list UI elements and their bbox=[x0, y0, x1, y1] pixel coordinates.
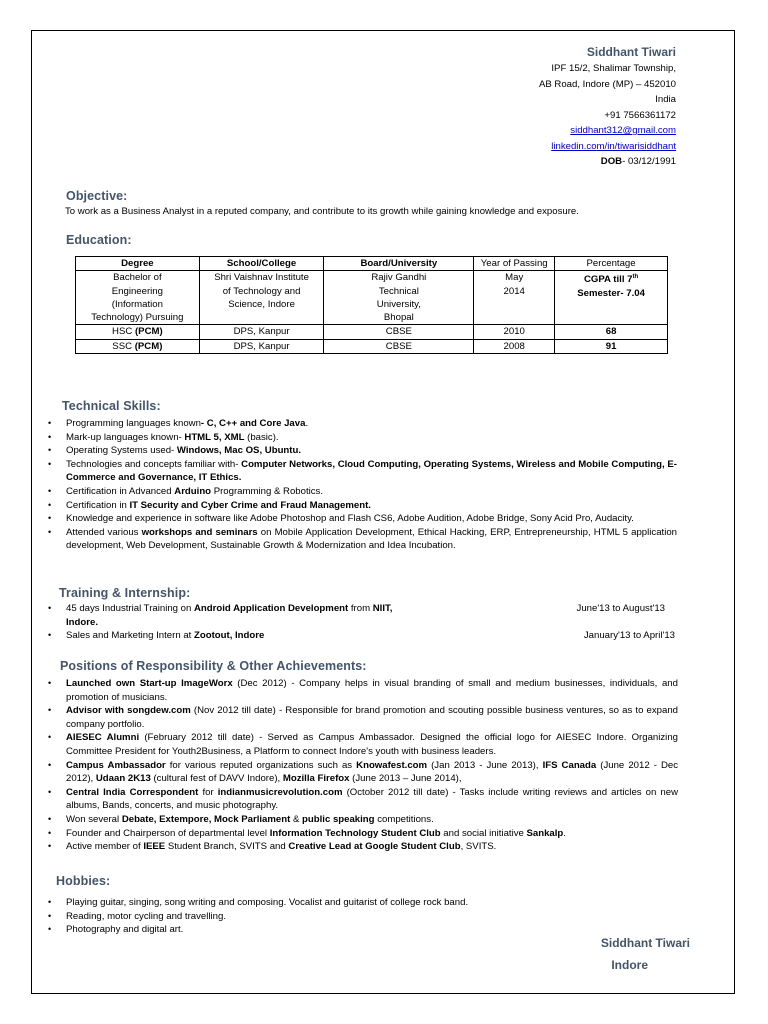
list-item: • AIESEC Alumni (February 2012 till date) - Served as Campus Ambassador. Designed the official logo for AIESEC Indore. Organizing Committee President for Youth2Business, a Platform to connect Indore's youth with business leaders. bbox=[32, 731, 678, 758]
training-heading: Training & Internship: bbox=[59, 586, 191, 600]
linkedin-link[interactable]: linkedin.com/in/tiwarisiddhant bbox=[551, 140, 676, 152]
training-date: January'13 to April'13 bbox=[583, 630, 675, 641]
table-cell: CBSE bbox=[324, 325, 474, 339]
list-item: • Central India Correspondent for indianmusicrevolution.com (October 2012 till date) - Tasks include writing reviews and articles on new albums, Bands, concerts, and music photography. bbox=[32, 786, 678, 813]
list-item: • Advisor with songdew.com (Nov 2012 till date) - Responsible for brand promotion and scouting possible business ventures, so as to expand company portfolio. bbox=[32, 704, 678, 731]
list-item: • Founder and Chairperson of departmental level Information Technology Student Club and social initiative Sankalp. bbox=[32, 827, 678, 841]
table-header: School/College bbox=[199, 257, 324, 271]
address-line-2: AB Road, Indore (MP) – 452010 bbox=[538, 78, 676, 90]
objective-text: To work as a Business Analyst in a reputed company, and contribute to its growth while gaining knowledge and exposure. bbox=[65, 206, 579, 217]
signature-name: Siddhant Tiwari bbox=[600, 936, 690, 950]
address-line-1: IPF 15/2, Shalimar Township, bbox=[551, 63, 676, 74]
list-item: • Campus Ambassador for various reputed organizations such as Knowafest.com (Jan 2013 - June 2013), IFS Canada (June 2012 - Dec 2012), Udaan 2K13 (cultural fest of DAVV Indore), Mozilla Firefox (June 2013 – June 2014), bbox=[32, 759, 678, 786]
positions-list bbox=[32, 677, 678, 854]
table-row bbox=[76, 339, 668, 353]
table-header: Year of Passing bbox=[474, 257, 555, 271]
dob-value: - 03/12/1991 bbox=[622, 156, 676, 167]
table-header: Degree bbox=[76, 257, 200, 271]
cgpa-text: CGPA till 7th Semester- 7.04 bbox=[577, 274, 645, 299]
table-cell: CBSE bbox=[324, 339, 474, 353]
signature-place: Indore bbox=[611, 958, 648, 972]
table-cell: 2008 bbox=[474, 339, 555, 353]
education-table bbox=[75, 256, 668, 354]
table-cell: 91 bbox=[555, 339, 668, 353]
table-cell: SSC (PCM) bbox=[76, 339, 200, 353]
skills-heading: Technical Skills: bbox=[62, 399, 161, 413]
skills-list bbox=[32, 417, 677, 553]
table-cell: May 2014 bbox=[474, 271, 555, 325]
table-cell bbox=[555, 271, 668, 325]
list-item: • Active member of IEEE Student Branch, SVITS and Creative Lead at Google Student Club, SVITS. bbox=[32, 840, 678, 854]
country: India bbox=[655, 94, 676, 105]
table-header: Board/University bbox=[324, 257, 474, 271]
dob bbox=[376, 154, 676, 170]
list-item: • Photography and digital art. bbox=[32, 923, 677, 937]
table-row bbox=[76, 271, 668, 325]
list-item: • Attended various workshops and seminars on Mobile Application Development, Ethical Hacking, ERP, Entrepreneurship, HTML 5 application development, Web Development, Sustainable Growth & Modernization and Idea Incubation. bbox=[32, 526, 677, 553]
table-cell: DPS, Kanpur bbox=[199, 325, 324, 339]
list-item: • Sales and Marketing Intern at Zootout, Indore January'13 to April'13 bbox=[32, 629, 677, 643]
objective-heading: Objective: bbox=[66, 189, 128, 203]
training-date: June'13 to August'13 bbox=[576, 603, 665, 614]
list-item: • Mark-up languages known- HTML 5, XML (basic). bbox=[32, 431, 677, 445]
positions-heading: Positions of Responsibility & Other Achievements: bbox=[60, 659, 367, 673]
resume-page bbox=[31, 30, 735, 994]
contact-name: Siddhant Tiwari bbox=[586, 45, 676, 59]
hobbies-list bbox=[32, 896, 677, 937]
table-cell: HSC (PCM) bbox=[76, 325, 200, 339]
list-item: • Certification in Advanced Arduino Programming & Robotics. bbox=[32, 485, 677, 499]
table-cell: 68 bbox=[555, 325, 668, 339]
list-item: • Programming languages known- C, C++ and Core Java. bbox=[32, 417, 677, 431]
education-heading: Education: bbox=[66, 233, 132, 247]
list-item: • Technologies and concepts familiar with- Computer Networks, Cloud Computing, Operating Systems, Wireless and Mobile Computing, E-Commerce and Governance, IT Ethics. bbox=[32, 458, 677, 485]
table-cell: DPS, Kanpur bbox=[199, 339, 324, 353]
table-cell: Bachelor of Engineering (Information Technology) Pursuing bbox=[76, 271, 200, 325]
list-item: • Reading, motor cycling and travelling. bbox=[32, 910, 677, 924]
table-cell: Rajiv Gandhi Technical University, Bhopal bbox=[324, 271, 474, 325]
list-item: • Launched own Start-up ImageWorx (Dec 2012) - Company helps in visual branding of small and medium businesses, individuals, and promotion of musicians. bbox=[32, 677, 678, 704]
table-header-row bbox=[76, 257, 668, 271]
table-cell: 2010 bbox=[474, 325, 555, 339]
hobbies-heading: Hobbies: bbox=[56, 874, 111, 888]
table-cell: Shri Vaishnav Institute of Technology and Science, Indore bbox=[199, 271, 324, 325]
table-row bbox=[76, 325, 668, 339]
phone: +91 7566361172 bbox=[604, 109, 676, 121]
table-header: Percentage bbox=[555, 257, 668, 271]
list-item: • 45 days Industrial Training on Android Application Development from NIIT, Indore. June'13 to August'13 bbox=[32, 602, 677, 629]
dob-label: DOB bbox=[600, 156, 623, 167]
list-item: • Operating Systems used- Windows, Mac OS, Ubuntu. bbox=[32, 444, 677, 458]
list-item: • Playing guitar, singing, song writing and composing. Vocalist and guitarist of college rock band. bbox=[32, 896, 677, 910]
training-list bbox=[32, 602, 677, 643]
list-item: • Certification in IT Security and Cyber Crime and Fraud Management. bbox=[32, 499, 677, 513]
list-item: • Won several Debate, Extempore, Mock Parliament & public speaking competitions. bbox=[32, 813, 678, 827]
list-item: • Knowledge and experience in software like Adobe Photoshop and Flash CS6, Adobe Audition, Adobe Bridge, Sony Acid Pro, Audacity. bbox=[32, 512, 677, 526]
email-link[interactable]: siddhant312@gmail.com bbox=[570, 125, 676, 136]
contact-block bbox=[376, 43, 676, 170]
